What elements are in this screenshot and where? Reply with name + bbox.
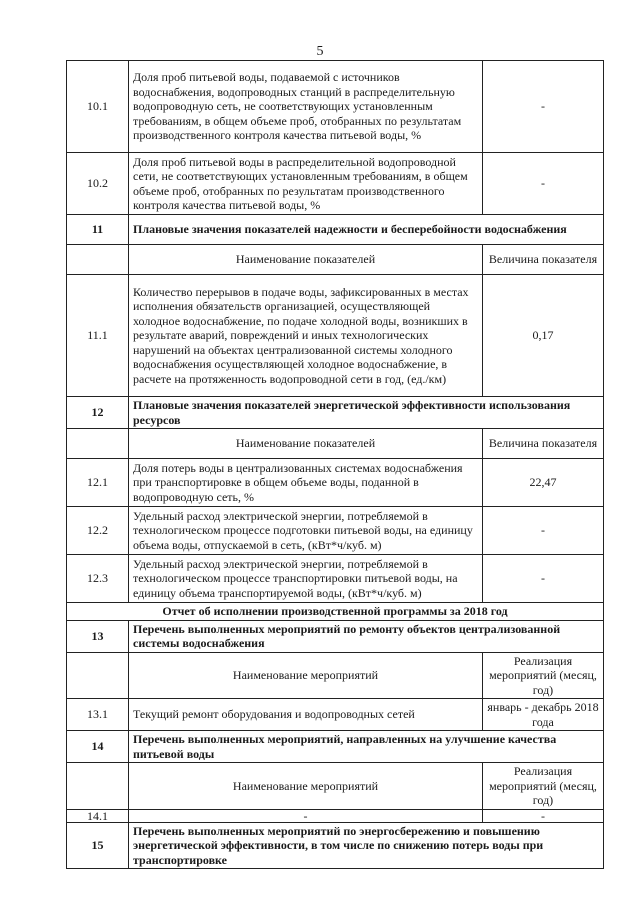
header-row: [67, 245, 604, 275]
section-row: [67, 620, 604, 652]
indicator-value: -: [483, 61, 604, 153]
table-row: [67, 61, 604, 153]
row-number: 12.1: [67, 459, 129, 507]
column-header-value: Величина показателя: [483, 429, 604, 459]
table-row: [67, 699, 604, 731]
indicator-name: Удельный расход электрической энергии, потребляемой в технологическом процессе подготовки питьевой воды, на единицу объема воды, отпускаемой в сеть, (кВт*ч/куб. м): [129, 507, 483, 555]
section-row: [67, 397, 604, 429]
column-header-value: Реализация мероприятий (месяц, год): [483, 652, 604, 699]
row-number: 10.1: [67, 61, 129, 153]
section-number: 11: [67, 215, 129, 245]
section-number: 14: [67, 731, 129, 763]
table-row: [67, 809, 604, 822]
indicator-value: 22,47: [483, 459, 604, 507]
table-row: [67, 555, 604, 603]
section-title: Плановые значения показателей надежности и бесперебойности водоснабжения: [129, 215, 604, 245]
section-row: [67, 731, 604, 763]
table-row: [67, 507, 604, 555]
row-number: 12.2: [67, 507, 129, 555]
header-row: [67, 763, 604, 810]
indicator-value: -: [483, 507, 604, 555]
column-header-name: Наименование мероприятий: [129, 652, 483, 699]
header-row: [67, 652, 604, 699]
page-number: 5: [316, 44, 324, 59]
section-title: Перечень выполненных мероприятий, направленных на улучшение качества питьевой воды: [129, 731, 604, 763]
header-row: [67, 429, 604, 459]
indicator-value: 0,17: [483, 275, 604, 397]
indicator-name: Доля проб питьевой воды в распределительной водопроводной сети, не соответствующих установленным требованиям, в общем объеме проб, отобранных по результатам производственного контроля качества питьевой воды, %: [129, 153, 483, 215]
indicator-value: -: [483, 555, 604, 603]
indicator-name: Доля потерь воды в централизованных системах водоснабжения при транспортировке в общем объеме воды, поданной в водопроводную сеть, %: [129, 459, 483, 507]
column-header-value: Реализация мероприятий (месяц, год): [483, 763, 604, 810]
row-number: 14.1: [67, 809, 129, 822]
table-row: [67, 275, 604, 397]
column-header-name: Наименование мероприятий: [129, 763, 483, 810]
table-row: [67, 459, 604, 507]
report-title: Отчет об исполнении производственной программы за 2018 год: [67, 603, 604, 621]
indicator-value: -: [483, 153, 604, 215]
section-title: Плановые значения показателей энергетической эффективности использования ресурсов: [129, 397, 604, 429]
column-header-name: Наименование показателей: [129, 429, 483, 459]
activity-name: -: [129, 809, 483, 822]
program-table: [66, 60, 604, 869]
row-number: 10.2: [67, 153, 129, 215]
section-number: 13: [67, 620, 129, 652]
indicator-name: Количество перерывов в подаче воды, зафиксированных в местах исполнения обязательств организацией, осуществляющей холодное водоснабжение, по подаче холодной воды, возникших в результате аварий, повреждений и иных технологических нарушений на объектах централизованной системы холодного водоснабжения осуществляющей холодное водоснабжение, в расчете на протяженность водопроводной сети в год, (ед./км): [129, 275, 483, 397]
section-title: Перечень выполненных мероприятий по ремонту объектов централизованной системы водоснабжения: [129, 620, 604, 652]
activity-name: Текущий ремонт оборудования и водопроводных сетей: [129, 699, 483, 731]
row-number: 11.1: [67, 275, 129, 397]
indicator-name: Удельный расход электрической энергии, потребляемой в технологическом процессе транспортировки питьевой воды, на единицу объема транспортируемой воды, (кВт*ч/куб. м): [129, 555, 483, 603]
table-row: [67, 153, 604, 215]
row-number: 12.3: [67, 555, 129, 603]
section-title: Перечень выполненных мероприятий по энергосбережению и повышению энергетической эффективности, в том числе по снижению потерь воды при транспортировке: [129, 822, 604, 869]
section-number: 12: [67, 397, 129, 429]
report-title-row: [67, 603, 604, 621]
activity-period: -: [483, 809, 604, 822]
column-header-value: Величина показателя: [483, 245, 604, 275]
section-number: 15: [67, 822, 129, 869]
section-row: [67, 215, 604, 245]
row-number: 13.1: [67, 699, 129, 731]
column-header-name: Наименование показателей: [129, 245, 483, 275]
activity-period: январь - декабрь 2018 года: [483, 699, 604, 731]
section-row: [67, 822, 604, 869]
indicator-name: Доля проб питьевой воды, подаваемой с источников водоснабжения, водопроводных станций в распределительную водопроводную сеть, не соответствующих установленным требованиям, в общем объеме проб, отобранных по результатам производственного контроля качества питьевой воды, %: [129, 61, 483, 153]
